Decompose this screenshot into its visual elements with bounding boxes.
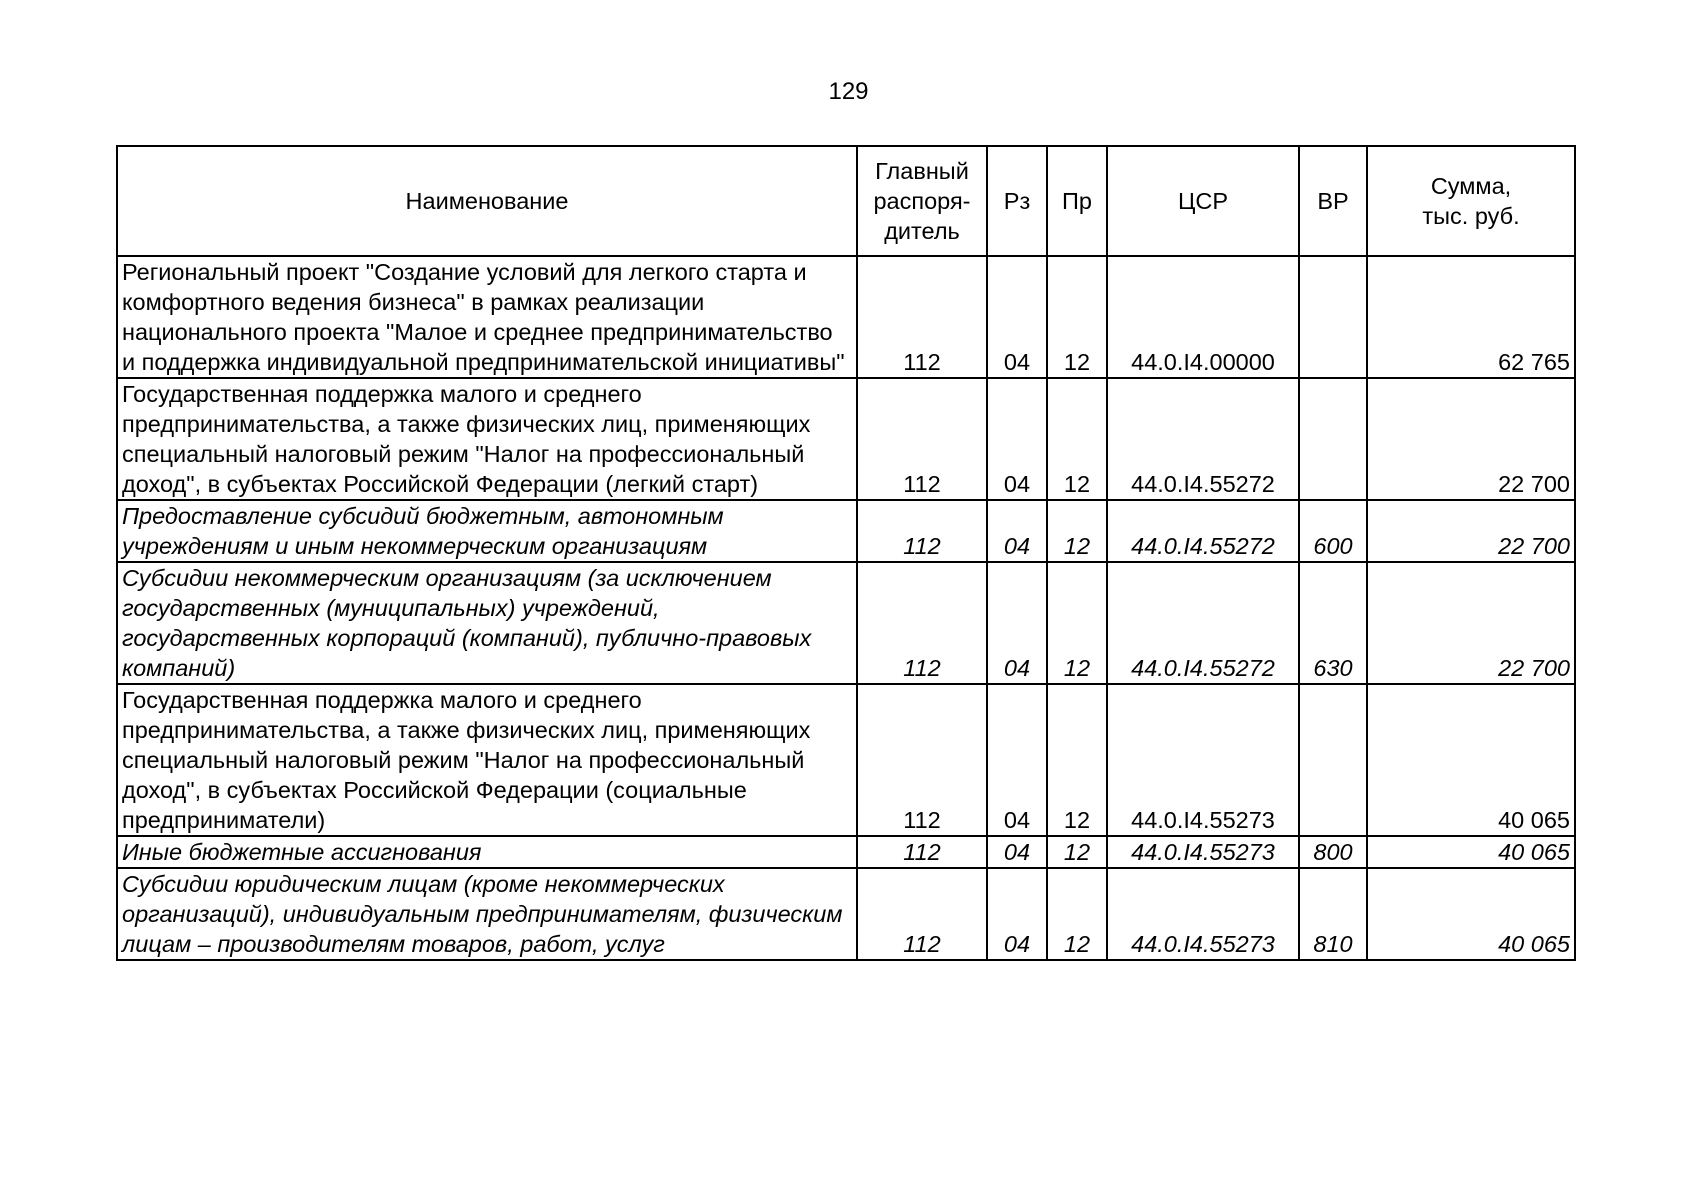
row-csr: 44.0.I4.55273 <box>1107 684 1299 836</box>
row-csr: 44.0.I4.55272 <box>1107 562 1299 684</box>
row-pr: 12 <box>1047 836 1107 868</box>
row-pr: 12 <box>1047 684 1107 836</box>
header-main-manager-line3: дитель <box>884 218 960 244</box>
table-row <box>117 378 1575 500</box>
row-pr: 12 <box>1047 500 1107 562</box>
table-row <box>117 256 1575 378</box>
row-main-manager: 112 <box>857 868 987 960</box>
row-vr: 800 <box>1299 836 1367 868</box>
table-row <box>117 500 1575 562</box>
row-pr: 12 <box>1047 868 1107 960</box>
row-pr: 12 <box>1047 562 1107 684</box>
table-row <box>117 684 1575 836</box>
table-row <box>117 836 1575 868</box>
row-sum: 40 065 <box>1367 868 1575 960</box>
row-main-manager: 112 <box>857 500 987 562</box>
row-main-manager: 112 <box>857 684 987 836</box>
row-vr <box>1299 684 1367 836</box>
header-csr: ЦСР <box>1107 146 1299 256</box>
row-sum: 40 065 <box>1367 836 1575 868</box>
header-main-manager-line1: Главный <box>875 158 969 184</box>
row-vr <box>1299 378 1367 500</box>
table-header-row <box>117 146 1575 256</box>
header-main-manager-line2: распоря- <box>873 188 971 214</box>
table-row <box>117 562 1575 684</box>
header-main-manager <box>857 146 987 256</box>
table-body <box>117 256 1575 960</box>
row-rz: 04 <box>987 500 1047 562</box>
row-name: Субсидии некоммерческим организациям (за исключением государственных (муниципальных) учреждений, государственных корпораций (компаний), публично-правовых компаний) <box>117 562 857 684</box>
row-csr: 44.0.I4.55272 <box>1107 378 1299 500</box>
row-pr: 12 <box>1047 256 1107 378</box>
row-rz: 04 <box>987 256 1047 378</box>
row-name: Региональный проект "Создание условий для легкого старта и комфортного ведения бизнеса" в рамках реализации национального проекта "Малое и среднее предпринимательство и поддержка индивидуальной предпринимательской инициативы" <box>117 256 857 378</box>
row-rz: 04 <box>987 378 1047 500</box>
row-csr: 44.0.I4.55273 <box>1107 868 1299 960</box>
row-csr: 44.0.I4.55272 <box>1107 500 1299 562</box>
row-rz: 04 <box>987 562 1047 684</box>
row-csr: 44.0.I4.00000 <box>1107 256 1299 378</box>
row-sum: 22 700 <box>1367 500 1575 562</box>
row-name: Государственная поддержка малого и среднего предпринимательства, а также физических лиц, применяющих специальный налоговый режим "Налог на профессиональный доход", в субъектах Российской Федерации (социальные предприниматели) <box>117 684 857 836</box>
row-sum: 22 700 <box>1367 562 1575 684</box>
row-name: Субсидии юридическим лицам (кроме некоммерческих организаций), индивидуальным предпринимателям, физическим лицам – производителям товаров, работ, услуг <box>117 868 857 960</box>
row-pr: 12 <box>1047 378 1107 500</box>
row-rz: 04 <box>987 836 1047 868</box>
row-name: Предоставление субсидий бюджетным, автономным учреждениям и иным некоммерческим организациям <box>117 500 857 562</box>
row-name: Государственная поддержка малого и среднего предпринимательства, а также физических лиц, применяющих специальный налоговый режим "Налог на профессиональный доход", в субъектах Российской Федерации (легкий старт) <box>117 378 857 500</box>
row-sum: 22 700 <box>1367 378 1575 500</box>
row-vr: 630 <box>1299 562 1367 684</box>
header-sum-line1: Сумма, <box>1430 173 1512 199</box>
row-main-manager: 112 <box>857 378 987 500</box>
row-csr: 44.0.I4.55273 <box>1107 836 1299 868</box>
row-sum: 40 065 <box>1367 684 1575 836</box>
budget-table <box>116 145 1576 961</box>
table-row <box>117 868 1575 960</box>
row-vr: 810 <box>1299 868 1367 960</box>
row-main-manager: 112 <box>857 562 987 684</box>
header-rz: Рз <box>987 146 1047 256</box>
row-main-manager: 112 <box>857 836 987 868</box>
header-pr: Пр <box>1047 146 1107 256</box>
row-main-manager: 112 <box>857 256 987 378</box>
row-sum: 62 765 <box>1367 256 1575 378</box>
header-name: Наименование <box>117 146 857 256</box>
row-rz: 04 <box>987 868 1047 960</box>
row-name: Иные бюджетные ассигнования <box>117 836 857 868</box>
header-sum-line2: тыс. руб. <box>1422 203 1520 229</box>
row-vr <box>1299 256 1367 378</box>
row-rz: 04 <box>987 684 1047 836</box>
header-vr: ВР <box>1299 146 1367 256</box>
page-number: 129 <box>828 78 869 105</box>
row-vr: 600 <box>1299 500 1367 562</box>
header-sum <box>1367 146 1575 256</box>
